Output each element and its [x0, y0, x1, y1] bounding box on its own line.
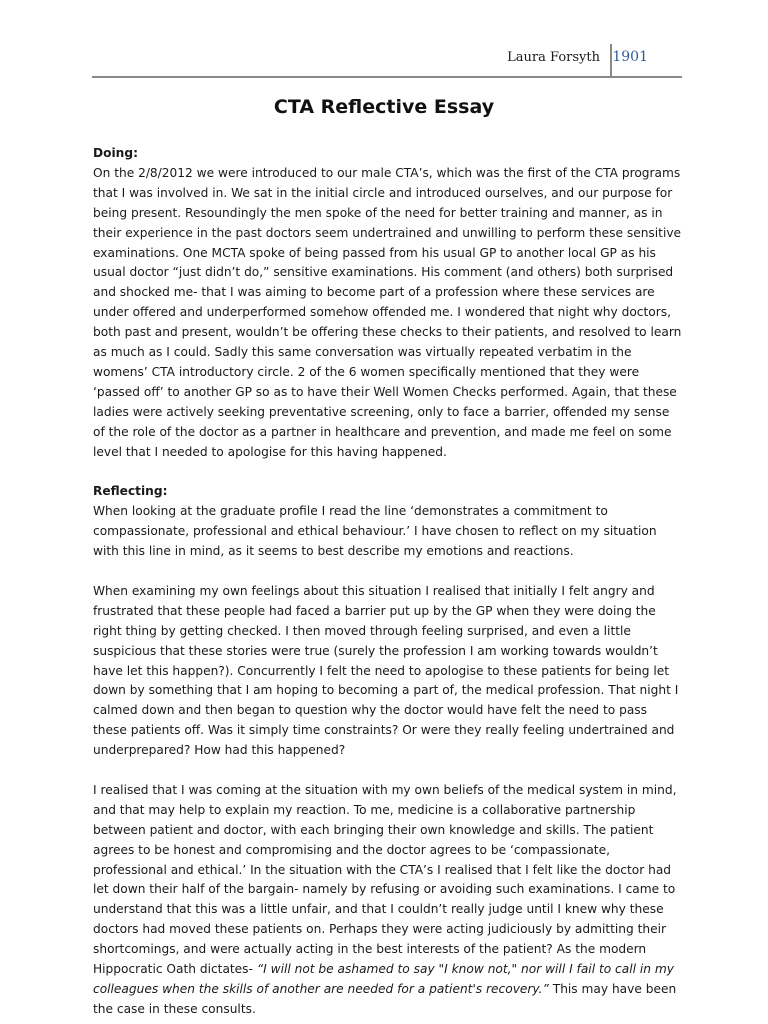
paragraph-3-end: This may have been the case in these consults. [93, 982, 677, 1016]
author-name: Laura Forsyth [507, 50, 600, 65]
reflecting-paragraph-1: When looking at the graduate profile I read the line ‘demonstrates a commitment to compassionate, professional and ethical behaviour.’ I have chosen to reflect on my situation with this line in mind, as it seems to best describe my emotions and reactions. [93, 504, 657, 559]
reflecting-paragraph-3 [93, 781, 683, 1020]
page-number: 1901 [612, 49, 648, 65]
doing-heading: Doing: [93, 146, 138, 160]
document-title: CTA Reflective Essay [273, 96, 495, 118]
doing-paragraph: On the 2/8/2012 we were introduced to our male CTA’s, which was the first of the CTA programs that I was involved in. We sat in the initial circle and introduced ourselves, and our purpose for being present. Resoundingly the men spoke of the need for better training and manner, as in their experience in the past doctors seem undertrained and unwilling to perform these sensitive examinations. One MCTA spoke of being passed from his usual GP to another local GP as his usual doctor “just didn’t do,” sensitive examinations. His comment (and others) both surprised and shocked me- that I was aiming to become part of a profession where these services are under offered and underperformed somehow offended me. I wondered that night why doctors, both past and present, wouldn’t be offering these checks to their patients, and resolved to learn as much as I could. Sadly this same conversation was virtually repeated verbatim in the womens’ CTA introductory circle. 2 of the 6 women specifically mentioned that they were ‘passed off’ to another GP so as to have their Well Women Checks performed. Again, that these ladies were actively seeking preventative screening, only to face a barrier, offended my sense of the role of the doctor as a partner in healthcare and prevention, and made me feel on some level that I needed to apologise for this having happened. [93, 165, 682, 459]
paragraph-3-text: I realised that I was coming at the situation with my own beliefs of the medical system in mind, and that may help to explain my reaction. To me, medicine is a collaborative partnership between patient and doctor, with each bringing their own knowledge and skills. The patient agrees to be honest and compromising and the doctor agrees to be ‘compassionate, professional and ethical.’ In the situation with the CTA’s I realised that I felt like the doctor had let down their half of the bargain- namely by refusing or avoiding such examinations. I came to understand that this was a little unfair, and that I couldn’t really judge until I knew why these doctors had moved these patients on. Perhaps they were acting judiciously by admitting their shortcomings, and were actually acting in the best interests of the patient? As the modern Hippocratic Oath dictates- [93, 782, 677, 977]
hippocratic-oath-quote: “I will not be ashamed to say "I know not," nor will I fail to call in my colleagues when the skills of another are needed for a patient's recovery.” [93, 962, 674, 997]
paragraph-gap [93, 463, 683, 483]
reflecting-heading: Reflecting: [93, 484, 168, 499]
reflecting-paragraph-2: When examining my own feelings about this situation I realised that initially I felt angry and frustrated that these people had faced a barrier put up by the GP when they were doing the right thing by getting checked. I then moved through feeling surprised, and even a little suspicious that these stories were true (surely the profession I am working towards wouldn’t have let this happen?). Concurrently I felt the need to apologise to these patients for being let down by something that I am hoping to becoming a part of, the medical profession. That night I calmed down and then began to question why the doctor would have felt the need to pass these patients off. Was it simply time constraints? Or were they really feeling undertrained and underprepared? How had this happened? [93, 583, 679, 758]
paragraph-gap [93, 562, 683, 582]
document-body [93, 144, 683, 1020]
paragraph-gap [93, 761, 683, 781]
page-header [92, 44, 682, 78]
